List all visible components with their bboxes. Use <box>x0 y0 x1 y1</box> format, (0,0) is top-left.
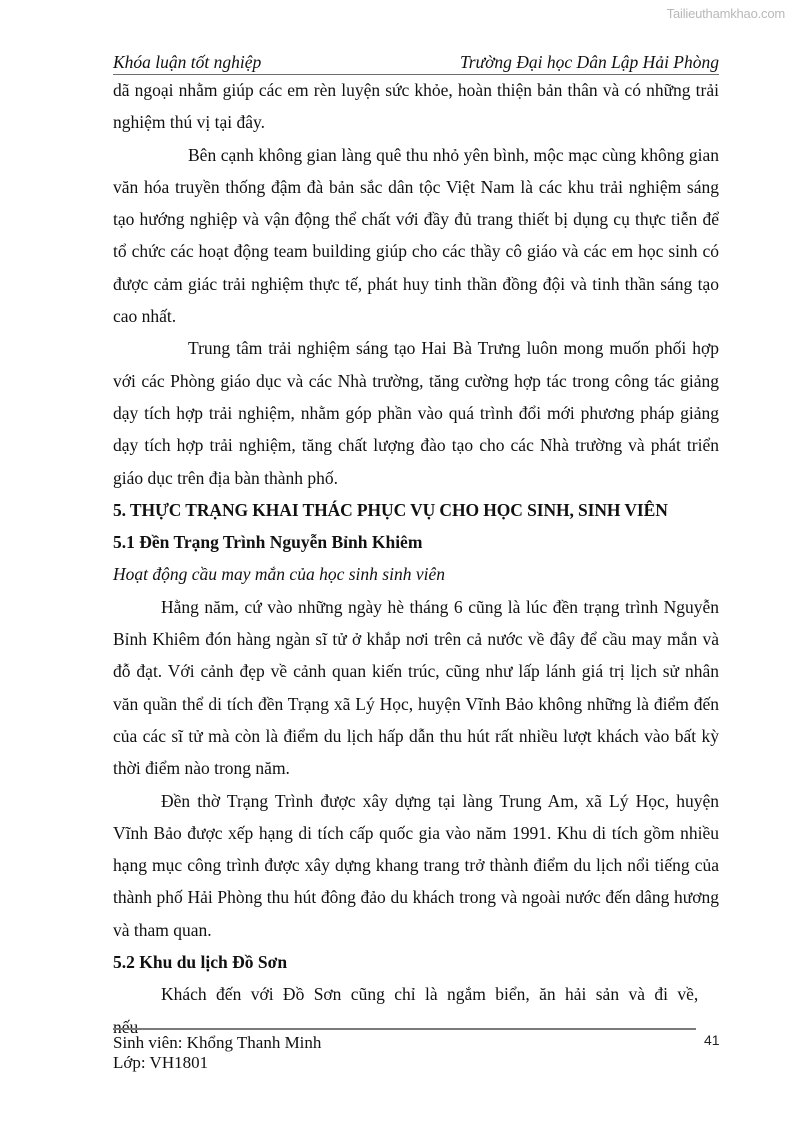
footer-student: Sinh viên: Khổng Thanh Minh <box>113 1033 322 1052</box>
page-content <box>113 74 719 1043</box>
page-footer <box>113 1033 321 1073</box>
page-header <box>113 52 719 75</box>
footer-divider <box>113 1028 696 1030</box>
watermark: Tailieuthamkhao.com <box>666 6 785 21</box>
paragraph: Hằng năm, cứ vào những ngày hè tháng 6 cũng là lúc đền trạng trình Nguyễn Bỉnh Khiêm đón hàng ngàn sĩ tử ở khắp nơi trên cả nước về đây để cầu may mắn và đỗ đạt. Với cảnh đẹp về cảnh quan kiến trúc, cũng như lấp lánh giá trị lịch sử nhân văn quần thể di tích đền Trạng xã Lý Học, huyện Vĩnh Bảo không những là điểm đến của các sĩ tử mà còn là điểm du lịch hấp dẫn thu hút rất nhiều lượt khách vào bất kỳ thời điểm nào trong năm. <box>113 596 719 779</box>
page-number: 41 <box>704 1032 720 1048</box>
paragraph: Bên cạnh không gian làng quê thu nhỏ yên bình, mộc mạc cùng không gian văn hóa truyền thống đậm đà bản sắc dân tộc Việt Nam là các khu trải nghiệm sáng tạo hướng nghiệp và vận động thể chất với đầy đủ trang thiết bị dụng cụ thực tiễn để tổ chức các hoạt động team building giúp cho các thầy cô giáo và các em học sinh có được cảm giác trải nghiệm thực tế, phát huy tinh thần đồng đội và tinh thần sáng tạo cao nhất. <box>113 144 719 327</box>
section-heading: 5. THỰC TRẠNG KHAI THÁC PHỤC VỤ CHO HỌC SINH, SINH VIÊN <box>113 499 668 520</box>
subsection-heading: 5.2 Khu du lịch Đồ Sơn <box>113 952 288 973</box>
italic-subheading: Hoạt động cầu may mắn của học sinh sinh viên <box>113 564 445 585</box>
subsection-heading: 5.1 Đền Trạng Trình Nguyễn Bỉnh Khiêm <box>113 532 423 553</box>
paragraph: Đền thờ Trạng Trình được xây dựng tại làng Trung Am, xã Lý Học, huyện Vĩnh Bảo được xếp hạng di tích cấp quốc gia vào năm 1991. Khu di tích gồm nhiều hạng mục công trình được xây dựng khang trang trở thành điểm du lịch nổi tiếng của thành phố Hải Phòng thu hút đông đảo du khách trong và ngoài nước đến dâng hương và tham quan. <box>113 790 719 940</box>
header-thesis-title: Khóa luận tốt nghiệp <box>113 52 262 72</box>
paragraph: Khách đến với Đồ Sơn cũng chỉ là ngắm biển, ăn hải sản và đi về, nếu <box>113 984 699 1037</box>
paragraph: dã ngoại nhằm giúp các em rèn luyện sức khỏe, hoàn thiện bản thân và có những trải nghiệm thú vị tại đây. <box>113 80 719 133</box>
paragraph: Trung tâm trải nghiệm sáng tạo Hai Bà Trưng luôn mong muốn phối hợp với các Phòng giáo dục và các Nhà trường, tăng cường hợp tác trong công tác giảng dạy tích hợp trải nghiệm, nhằm góp phần vào quá trình đổi mới phương pháp giảng dạy tích hợp trải nghiệm, tăng chất lượng đào tạo cho các Nhà trường và phát triển giáo dục trên địa bàn thành phố. <box>113 338 719 488</box>
header-university: Trường Đại học Dân Lập Hải Phòng <box>459 52 719 72</box>
footer-class: Lớp: VH1801 <box>113 1053 209 1072</box>
